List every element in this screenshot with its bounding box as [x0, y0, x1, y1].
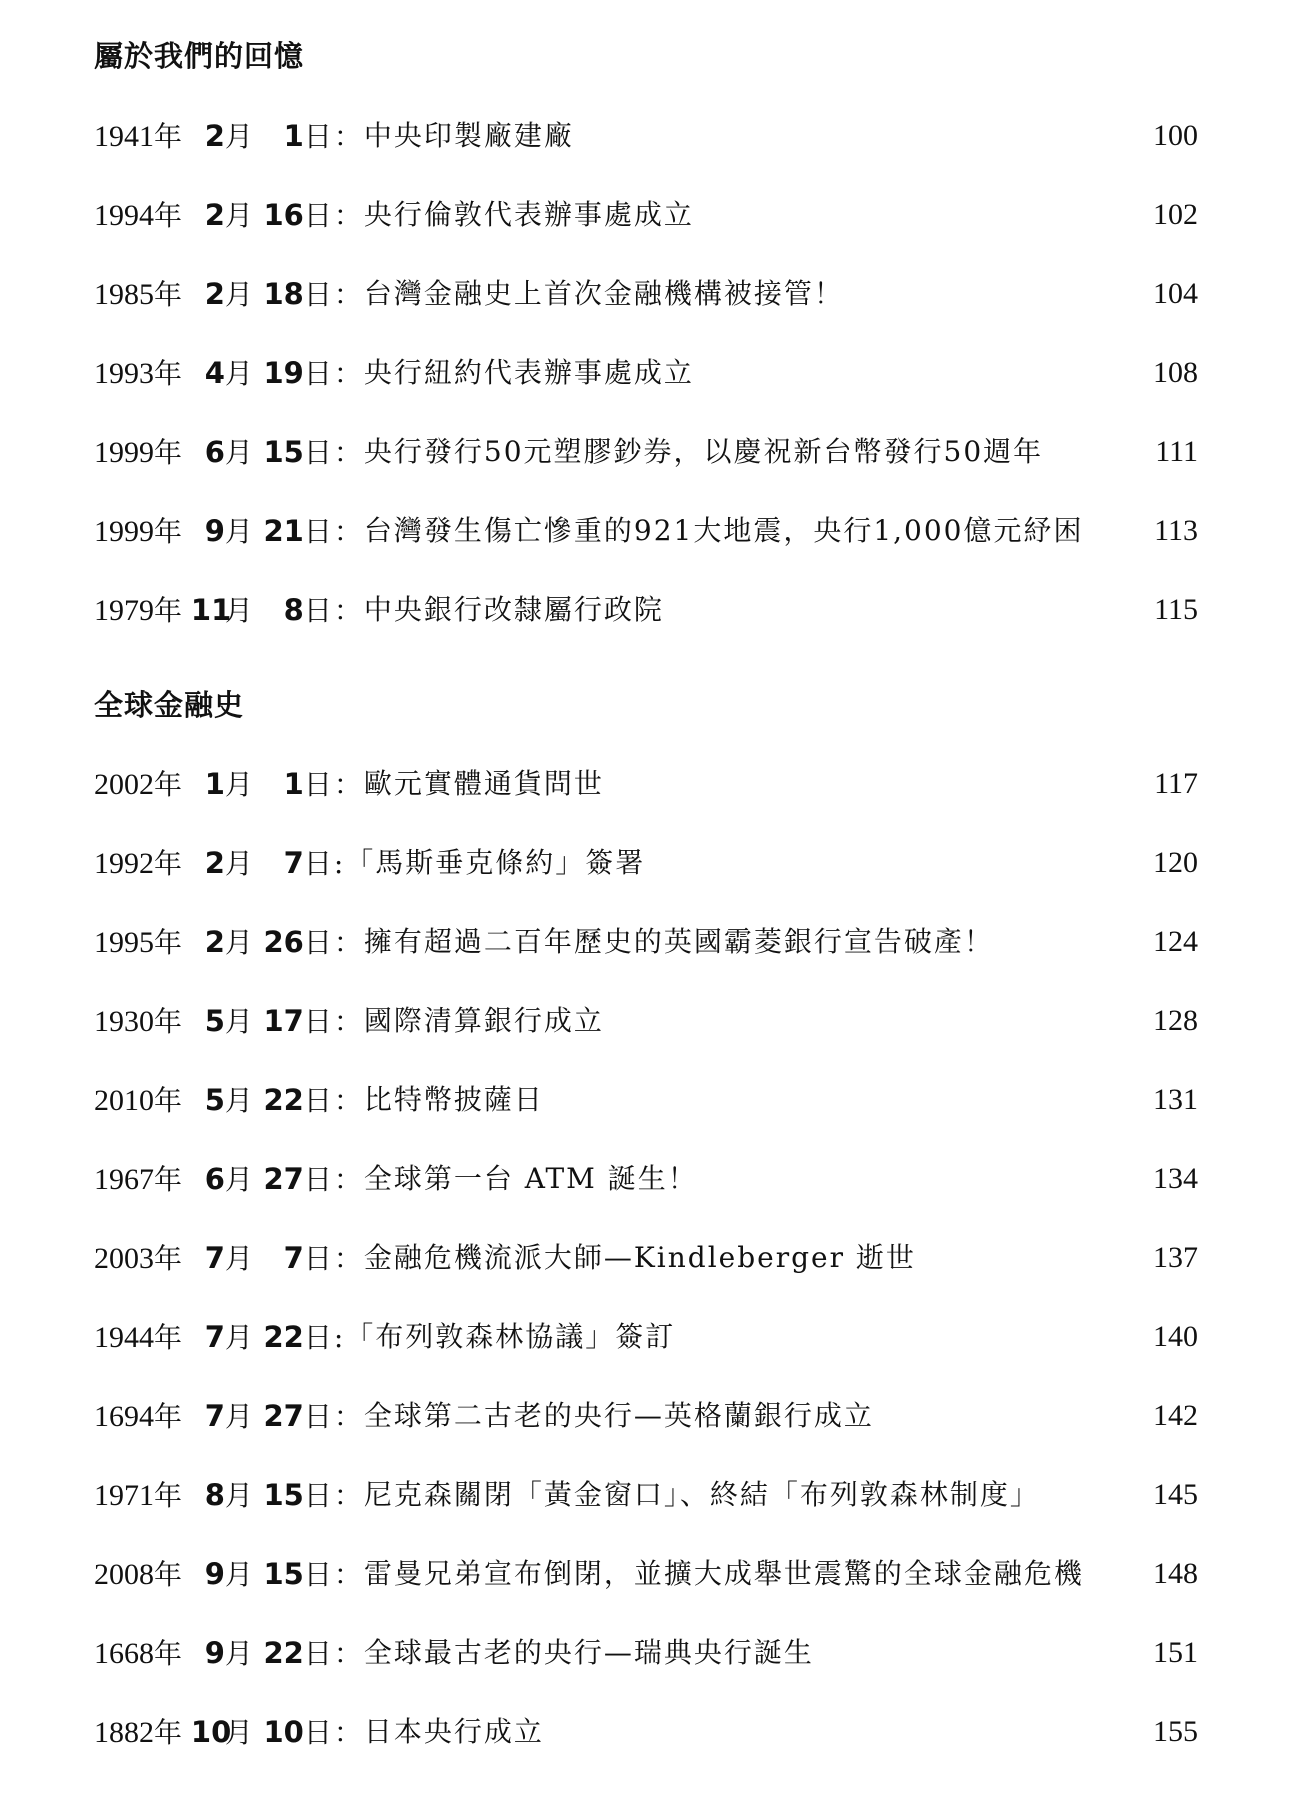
entry-day: 10 — [263, 1715, 304, 1749]
toc-entry[interactable] — [94, 430, 1198, 474]
entry-month: 10 — [190, 1715, 232, 1749]
entry-page-number: 100 — [1153, 119, 1198, 152]
day-suffix: 日 — [303, 926, 332, 959]
entry-page-number: 108 — [1153, 356, 1198, 389]
entry-day: 16 — [263, 198, 304, 232]
day-suffix: 日 — [303, 768, 332, 801]
toc-entry[interactable] — [94, 1078, 1198, 1122]
entry-year: 1944 — [94, 1321, 154, 1354]
year-suffix: 年 — [154, 1716, 183, 1749]
day-suffix: 日 — [303, 1084, 332, 1117]
toc-entry[interactable] — [94, 1236, 1198, 1280]
day-suffix: 日 — [303, 1163, 332, 1196]
entry-title: 金融危機流派大師—Kindleberger 逝世 — [363, 1241, 916, 1274]
entry-year: 1882 — [94, 1716, 154, 1749]
entry-colon: ： — [333, 1005, 362, 1038]
year-suffix: 年 — [154, 768, 183, 801]
month-suffix: 月 — [224, 594, 253, 627]
entry-day: 8 — [283, 593, 304, 627]
year-suffix: 年 — [154, 1005, 183, 1038]
day-suffix: 日 — [303, 1242, 332, 1275]
year-suffix: 年 — [154, 120, 183, 153]
month-suffix: 月 — [224, 199, 253, 232]
month-suffix: 月 — [224, 515, 253, 548]
entry-colon: ： — [333, 1242, 362, 1275]
day-suffix: 日 — [303, 594, 332, 627]
entry-title: 雷曼兄弟宣布倒閉，並擴大成舉世震驚的全球金融危機 — [363, 1557, 1084, 1590]
entry-page-number: 140 — [1153, 1320, 1198, 1353]
entry-colon: ： — [333, 1716, 362, 1749]
section-title: 全球金融史 — [94, 688, 245, 722]
day-suffix: 日 — [303, 120, 332, 153]
entry-day: 26 — [263, 925, 304, 959]
entry-colon: ： — [333, 594, 362, 627]
entry-page-number: 137 — [1153, 1241, 1198, 1274]
month-suffix: 月 — [224, 1637, 253, 1670]
day-suffix: 日 — [303, 278, 332, 311]
day-suffix: 日 — [303, 199, 332, 232]
entry-month: 7 — [204, 1320, 225, 1354]
entry-page-number: 131 — [1153, 1083, 1198, 1116]
toc-entry[interactable] — [94, 1552, 1198, 1596]
entry-title: 日本央行成立 — [363, 1715, 544, 1748]
entry-page-number: 113 — [1154, 514, 1198, 547]
entry-page-number: 145 — [1153, 1478, 1198, 1511]
entry-colon: : — [333, 847, 344, 880]
entry-title: 全球第一台 ATM 誕生！ — [363, 1162, 698, 1195]
month-suffix: 月 — [224, 1321, 253, 1354]
entry-month: 7 — [204, 1241, 225, 1275]
year-suffix: 年 — [154, 1084, 183, 1117]
toc-entry[interactable] — [94, 1394, 1198, 1438]
year-suffix: 年 — [154, 1558, 183, 1591]
month-suffix: 月 — [224, 1479, 253, 1512]
month-suffix: 月 — [224, 120, 253, 153]
month-suffix: 月 — [224, 1084, 253, 1117]
day-suffix: 日 — [303, 515, 332, 548]
entry-colon: ： — [333, 120, 362, 153]
entry-year: 1941 — [94, 120, 154, 153]
entry-day: 7 — [283, 1241, 304, 1275]
toc-entry[interactable] — [94, 762, 1198, 806]
entry-month: 8 — [204, 1478, 225, 1512]
entry-day: 22 — [263, 1083, 304, 1117]
entry-title: 擁有超過二百年歷史的英國霸菱銀行宣告破產！ — [363, 925, 994, 958]
entry-colon: : — [333, 1321, 344, 1354]
day-suffix: 日 — [303, 1321, 332, 1354]
entry-day: 1 — [283, 119, 304, 153]
entry-colon: ： — [333, 1084, 362, 1117]
month-suffix: 月 — [224, 1242, 253, 1275]
entry-title: 央行倫敦代表辦事處成立 — [363, 198, 694, 231]
month-suffix: 月 — [224, 1558, 253, 1591]
entry-month: 5 — [204, 1004, 225, 1038]
entry-month: 9 — [204, 1557, 225, 1591]
toc-entry[interactable] — [94, 1631, 1198, 1675]
year-suffix: 年 — [154, 515, 183, 548]
entry-page-number: 115 — [1154, 593, 1198, 626]
year-suffix: 年 — [154, 1163, 183, 1196]
entry-day: 15 — [263, 1557, 304, 1591]
entry-day: 15 — [263, 435, 304, 469]
month-suffix: 月 — [224, 357, 253, 390]
entry-month: 1 — [204, 767, 225, 801]
entry-month: 2 — [204, 198, 225, 232]
toc-entry[interactable] — [94, 1710, 1198, 1754]
toc-entry[interactable] — [94, 114, 1198, 158]
entry-month: 6 — [204, 1162, 225, 1196]
entry-colon: ： — [333, 199, 362, 232]
toc-entry[interactable] — [94, 1315, 1198, 1359]
month-suffix: 月 — [224, 1716, 253, 1749]
day-suffix: 日 — [303, 1637, 332, 1670]
year-suffix: 年 — [154, 199, 183, 232]
day-suffix: 日 — [303, 1716, 332, 1749]
day-suffix: 日 — [303, 1479, 332, 1512]
entry-year: 1668 — [94, 1637, 154, 1670]
toc-entry[interactable] — [94, 920, 1198, 964]
year-suffix: 年 — [154, 594, 183, 627]
entry-title: 全球最古老的央行—瑞典央行誕生 — [363, 1636, 814, 1669]
entry-title: 中央銀行改隸屬行政院 — [363, 593, 664, 626]
entry-month: 4 — [204, 356, 225, 390]
day-suffix: 日 — [303, 1558, 332, 1591]
entry-title: 歐元實體通貨問世 — [363, 767, 604, 800]
entry-page-number: 148 — [1153, 1557, 1198, 1590]
entry-page-number: 102 — [1153, 198, 1198, 231]
entry-page-number: 111 — [1155, 435, 1198, 468]
month-suffix: 月 — [224, 1005, 253, 1038]
entry-colon: ： — [333, 768, 362, 801]
entry-page-number: 120 — [1153, 846, 1198, 879]
entry-month: 2 — [204, 277, 225, 311]
month-suffix: 月 — [224, 768, 253, 801]
toc-entry[interactable] — [94, 1473, 1198, 1517]
entry-page-number: 104 — [1153, 277, 1198, 310]
month-suffix: 月 — [224, 1400, 253, 1433]
entry-page-number: 142 — [1153, 1399, 1198, 1432]
entry-title: 台灣金融史上首次金融機構被接管！ — [363, 277, 844, 310]
month-suffix: 月 — [224, 1163, 253, 1196]
entry-month: 6 — [204, 435, 225, 469]
entry-title: 「馬斯垂克條約」簽署 — [345, 846, 646, 879]
entry-year: 1694 — [94, 1400, 154, 1433]
entry-month: 5 — [204, 1083, 225, 1117]
entry-day: 17 — [263, 1004, 304, 1038]
year-suffix: 年 — [154, 278, 183, 311]
entry-title: 全球第二古老的央行—英格蘭銀行成立 — [363, 1399, 874, 1432]
entry-title: 台灣發生傷亡慘重的921大地震，央行1,000億元紓困 — [363, 514, 1084, 547]
toc-entry[interactable] — [94, 1157, 1198, 1201]
entry-year: 1979 — [94, 594, 154, 627]
year-suffix: 年 — [154, 436, 183, 469]
day-suffix: 日 — [303, 1400, 332, 1433]
entry-day: 18 — [263, 277, 304, 311]
toc-entry[interactable] — [94, 351, 1198, 395]
year-suffix: 年 — [154, 357, 183, 390]
entry-title: 央行紐約代表辦事處成立 — [363, 356, 694, 389]
entry-day: 19 — [263, 356, 304, 390]
day-suffix: 日 — [303, 847, 332, 880]
entry-year: 1971 — [94, 1479, 154, 1512]
section-title: 屬於我們的回憶 — [94, 39, 305, 73]
entry-year: 1993 — [94, 357, 154, 390]
entry-month: 7 — [204, 1399, 225, 1433]
entry-year: 1930 — [94, 1005, 154, 1038]
toc-entry[interactable] — [94, 509, 1198, 553]
month-suffix: 月 — [224, 436, 253, 469]
entry-title: 比特幣披薩日 — [363, 1083, 544, 1116]
month-suffix: 月 — [224, 278, 253, 311]
year-suffix: 年 — [154, 1400, 183, 1433]
entry-day: 22 — [263, 1636, 304, 1670]
entry-day: 15 — [263, 1478, 304, 1512]
day-suffix: 日 — [303, 1005, 332, 1038]
entry-year: 2008 — [94, 1558, 154, 1591]
entry-colon: ： — [333, 1479, 362, 1512]
entry-month: 2 — [204, 925, 225, 959]
entry-colon: ： — [333, 357, 362, 390]
entry-colon: ： — [333, 278, 362, 311]
toc-entry[interactable] — [94, 999, 1198, 1043]
entry-page-number: 117 — [1154, 767, 1198, 800]
entry-day: 27 — [263, 1399, 304, 1433]
year-suffix: 年 — [154, 926, 183, 959]
entry-page-number: 134 — [1153, 1162, 1198, 1195]
entry-page-number: 128 — [1153, 1004, 1198, 1037]
entry-year: 1999 — [94, 515, 154, 548]
year-suffix: 年 — [154, 1321, 183, 1354]
entry-month: 9 — [204, 514, 225, 548]
entry-day: 22 — [263, 1320, 304, 1354]
entry-month: 11 — [190, 593, 232, 627]
entry-year: 1992 — [94, 847, 154, 880]
toc-entry[interactable] — [94, 193, 1198, 237]
entry-day: 7 — [283, 846, 304, 880]
entry-year: 2010 — [94, 1084, 154, 1117]
entry-page-number: 155 — [1153, 1715, 1198, 1748]
year-suffix: 年 — [154, 1479, 183, 1512]
entry-title: 中央印製廠建廠 — [363, 119, 574, 152]
entry-month: 2 — [204, 119, 225, 153]
entry-year: 1994 — [94, 199, 154, 232]
entry-colon: ： — [333, 436, 362, 469]
entry-title: 央行發行50元塑膠鈔券，以慶祝新台幣發行50週年 — [363, 435, 1044, 468]
month-suffix: 月 — [224, 926, 253, 959]
toc-entry[interactable] — [94, 272, 1198, 316]
entry-colon: ： — [333, 1558, 362, 1591]
year-suffix: 年 — [154, 1242, 183, 1275]
year-suffix: 年 — [154, 1637, 183, 1670]
entry-title: 國際清算銀行成立 — [363, 1004, 604, 1037]
entry-day: 27 — [263, 1162, 304, 1196]
entry-month: 9 — [204, 1636, 225, 1670]
entry-day: 21 — [263, 514, 304, 548]
entry-colon: ： — [333, 1637, 362, 1670]
entry-month: 2 — [204, 846, 225, 880]
toc-entry[interactable] — [94, 841, 1198, 885]
entry-page-number: 124 — [1153, 925, 1198, 958]
entry-colon: ： — [333, 1400, 362, 1433]
entry-year: 1995 — [94, 926, 154, 959]
entry-year: 2002 — [94, 768, 154, 801]
entry-year: 1967 — [94, 1163, 154, 1196]
year-suffix: 年 — [154, 847, 183, 880]
day-suffix: 日 — [303, 357, 332, 390]
entry-year: 2003 — [94, 1242, 154, 1275]
entry-day: 1 — [283, 767, 304, 801]
entry-page-number: 151 — [1153, 1636, 1198, 1669]
entry-title: 「布列敦森林協議」簽訂 — [345, 1320, 676, 1353]
entry-colon: ： — [333, 1163, 362, 1196]
entry-title: 尼克森關閉「黃金窗口」、終結「布列敦森林制度」 — [363, 1478, 1040, 1511]
month-suffix: 月 — [224, 847, 253, 880]
entry-year: 1999 — [94, 436, 154, 469]
entry-colon: ： — [333, 515, 362, 548]
toc-entry[interactable] — [94, 588, 1198, 632]
day-suffix: 日 — [303, 436, 332, 469]
entry-year: 1985 — [94, 278, 154, 311]
entry-colon: ： — [333, 926, 362, 959]
